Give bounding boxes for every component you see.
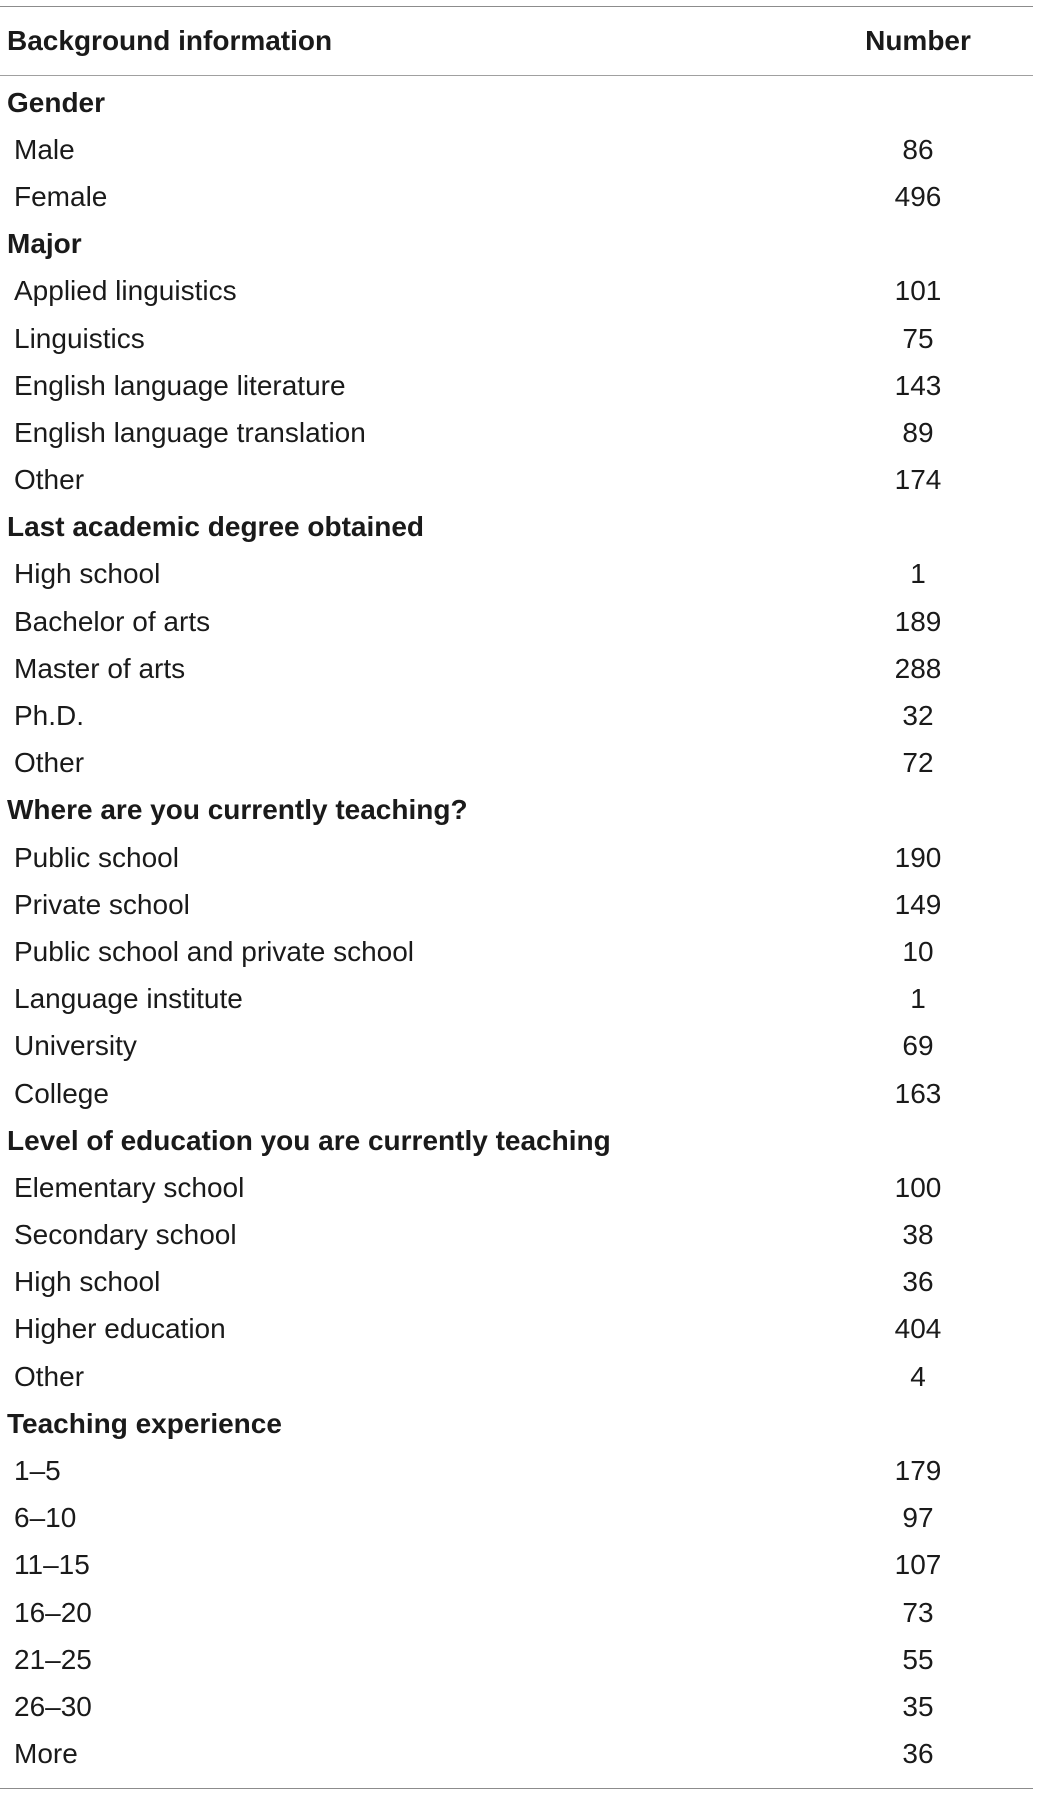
row-value: 101 — [894, 275, 942, 307]
row-label: Public school — [14, 841, 179, 873]
row-label: Higher education — [14, 1313, 226, 1345]
row-value: 149 — [894, 888, 942, 920]
row-label: Elementary school — [14, 1171, 245, 1203]
row-value: 174 — [894, 464, 942, 496]
row-value: 107 — [894, 1549, 942, 1581]
row-value: 32 — [902, 700, 934, 732]
section-row — [0, 79, 1033, 126]
table-row — [0, 551, 1033, 598]
table-row — [0, 1589, 1033, 1636]
row-label: Ph.D. — [14, 700, 85, 732]
table-row — [0, 1164, 1033, 1211]
row-value: 1 — [910, 558, 926, 590]
table-row — [0, 645, 1033, 692]
row-value: 89 — [902, 416, 934, 448]
row-value: 75 — [902, 322, 934, 354]
table-row — [0, 1023, 1033, 1070]
table-body — [0, 76, 1033, 1778]
row-label: 6–10 — [14, 1502, 77, 1534]
row-value: 163 — [894, 1077, 942, 1109]
row-label: University — [14, 1030, 137, 1062]
row-value: 404 — [894, 1313, 942, 1345]
row-value: 55 — [902, 1643, 934, 1675]
table-row — [0, 409, 1033, 456]
table-row — [0, 598, 1033, 645]
section-title: Last academic degree obtained — [7, 511, 425, 543]
table-row — [0, 1306, 1033, 1353]
row-value: 100 — [894, 1171, 942, 1203]
row-value: 36 — [902, 1738, 934, 1770]
section-title: Major — [7, 228, 82, 260]
header-label: Background information — [7, 25, 333, 56]
row-label: Secondary school — [14, 1219, 237, 1251]
section-title: Gender — [7, 86, 106, 118]
table-row — [0, 315, 1033, 362]
row-label: English language translation — [14, 416, 366, 448]
row-label: 26–30 — [14, 1690, 92, 1722]
table-row — [0, 1542, 1033, 1589]
row-value: 35 — [902, 1690, 934, 1722]
row-value: 69 — [902, 1030, 934, 1062]
row-label: English language literature — [14, 369, 346, 401]
row-value: 189 — [894, 605, 942, 637]
row-label: High school — [14, 1266, 161, 1298]
row-label: Applied linguistics — [14, 275, 237, 307]
table-row — [0, 1683, 1033, 1730]
table-row — [0, 1353, 1033, 1400]
table-row — [0, 1636, 1033, 1683]
row-label: 21–25 — [14, 1643, 92, 1675]
row-label: Other — [14, 1360, 85, 1392]
row-label: Private school — [14, 888, 190, 920]
row-label: Language institute — [14, 983, 243, 1015]
row-label: Other — [14, 747, 85, 779]
row-value: 38 — [902, 1219, 934, 1251]
row-label: High school — [14, 558, 161, 590]
row-label: Other — [14, 464, 85, 496]
row-value: 179 — [894, 1455, 942, 1487]
header-number: Number — [865, 25, 971, 56]
table-row — [0, 1495, 1033, 1542]
row-label: Bachelor of arts — [14, 605, 211, 637]
section-title: Teaching experience — [7, 1407, 282, 1439]
row-value: 1 — [910, 983, 926, 1015]
row-value: 496 — [894, 180, 942, 212]
table-row — [0, 1447, 1033, 1494]
table-row — [0, 1259, 1033, 1306]
section-title: Where are you currently teaching? — [7, 794, 468, 826]
row-value: 10 — [902, 935, 934, 967]
row-label: Public school and private school — [14, 935, 415, 967]
section-row — [0, 504, 1033, 551]
table-row — [0, 881, 1033, 928]
table-row — [0, 1212, 1033, 1259]
section-title: Level of education you are currently teaching — [7, 1124, 611, 1156]
row-value: 190 — [894, 841, 942, 873]
row-label: College — [14, 1077, 109, 1109]
row-label: More — [14, 1738, 78, 1770]
bottom-rule — [0, 1788, 1033, 1789]
row-label: 11–15 — [14, 1549, 90, 1581]
section-row — [0, 1400, 1033, 1447]
section-row — [0, 221, 1033, 268]
table-row — [0, 362, 1033, 409]
table-row — [0, 1070, 1033, 1117]
table-row — [0, 268, 1033, 315]
row-label: 16–20 — [14, 1596, 92, 1628]
table-row — [0, 1731, 1033, 1778]
row-label: Master of arts — [14, 652, 186, 684]
table-row — [0, 928, 1033, 975]
row-value: 97 — [902, 1502, 934, 1534]
table-row — [0, 692, 1033, 739]
table-row — [0, 126, 1033, 173]
row-label: 1–5 — [14, 1455, 61, 1487]
table-row — [0, 976, 1033, 1023]
row-value: 36 — [902, 1266, 934, 1298]
table-row — [0, 457, 1033, 504]
table-row — [0, 834, 1033, 881]
section-row — [0, 787, 1033, 834]
section-row — [0, 1117, 1033, 1164]
row-label: Linguistics — [14, 322, 145, 354]
row-value: 86 — [902, 133, 934, 165]
row-value: 4 — [910, 1360, 926, 1392]
row-label: Female — [14, 180, 108, 212]
row-value: 72 — [902, 747, 934, 779]
row-value: 73 — [902, 1596, 934, 1628]
row-value: 288 — [894, 652, 942, 684]
table-row — [0, 173, 1033, 220]
row-value: 143 — [894, 369, 942, 401]
row-label: Male — [14, 133, 75, 165]
table-header — [0, 7, 1033, 75]
table-row — [0, 740, 1033, 787]
